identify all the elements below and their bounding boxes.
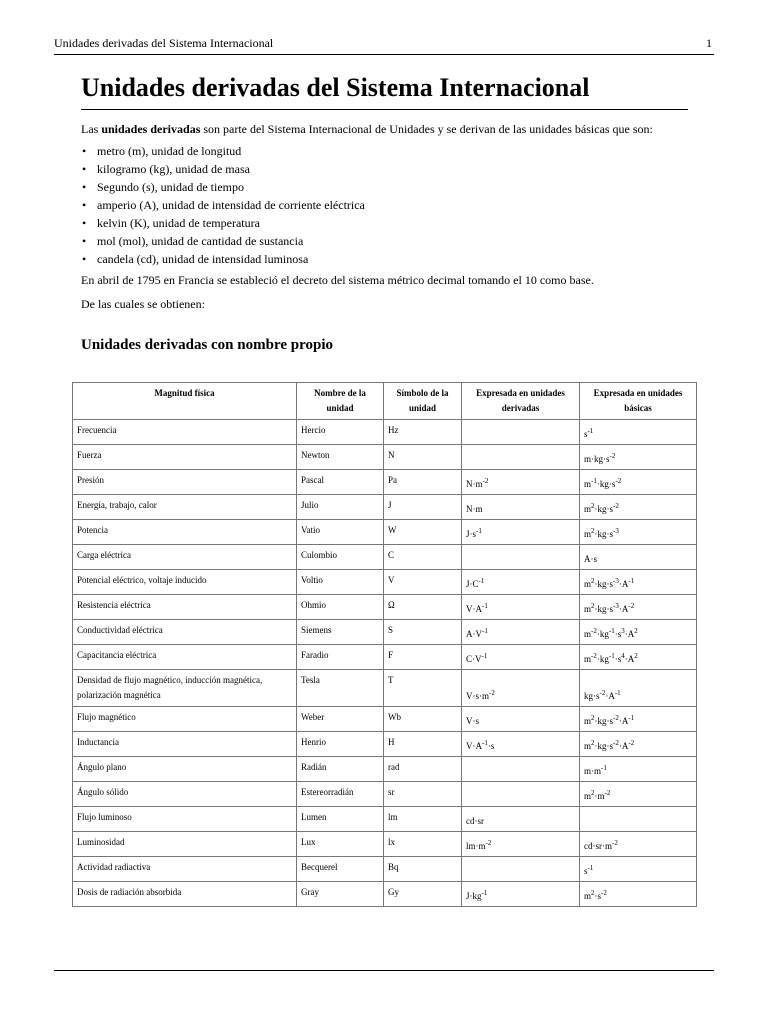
column-header-magnitude: Magnitud física: [73, 383, 297, 420]
exponent: -2: [591, 652, 597, 660]
derived-expression-cell: [462, 857, 580, 882]
exponent: -1: [482, 739, 488, 747]
table-row: [73, 857, 697, 882]
magnitude-cell: Flujo luminoso: [73, 807, 297, 832]
exponent: -1: [478, 577, 485, 585]
magnitude-cell: Ángulo sólido: [73, 782, 297, 807]
page-title: Unidades derivadas del Sistema Internacional: [81, 73, 590, 102]
basic-expression-cell: $s^{-1}$: [580, 420, 697, 445]
unit-symbol-cell: lx: [384, 832, 462, 857]
page-number: 1: [706, 36, 712, 50]
exponent: 4: [621, 652, 625, 660]
magnitude-cell: Ángulo plano: [73, 757, 297, 782]
unit-symbol-cell: S: [384, 620, 462, 645]
unit-name-cell: Weber: [297, 707, 384, 732]
derived-expression-cell: N·m: [462, 495, 580, 520]
table-row: [73, 732, 697, 757]
unit-symbol-cell: lm: [384, 807, 462, 832]
running-header: [54, 35, 714, 51]
exponent: -1: [481, 889, 488, 897]
bullet: •: [82, 180, 87, 194]
exponent: -1: [587, 427, 594, 435]
exponent: 2: [591, 602, 595, 610]
base-units-list: [81, 142, 688, 268]
derived-expression-cell: $V\cdot s\cdot m^{-2}$: [462, 670, 580, 707]
footer-divider: [54, 970, 714, 971]
list-item: [81, 214, 688, 232]
table-body: [73, 420, 697, 907]
unit-symbol-cell: Bq: [384, 857, 462, 882]
exponent: -2: [613, 739, 619, 747]
unit-name-cell: Estereorradián: [297, 782, 384, 807]
exponent: -2: [613, 502, 619, 510]
table-row: [73, 882, 697, 907]
decree-paragraph: En abril de 1795 en Francia se estableció el decreto del sistema métrico decimal tomando el 10 como base.: [81, 273, 594, 287]
magnitude-cell: Carga eléctrica: [73, 545, 297, 570]
basic-expression-cell: A·s: [580, 545, 697, 570]
magnitude-cell: Actividad radiactiva: [73, 857, 297, 882]
derived-expression-cell: [462, 757, 580, 782]
table-row: [73, 470, 697, 495]
exponent: 2: [591, 714, 595, 722]
derived-expression-cell: $V\cdot A^{-1}$: [462, 595, 580, 620]
list-item-text: metro (m), unidad de longitud: [97, 144, 242, 158]
derived-expression-cell: $lm\cdot m^{-2}$: [462, 832, 580, 857]
table-row: [73, 670, 697, 707]
table-row: [73, 495, 697, 520]
exponent: 2: [634, 627, 638, 635]
magnitude-cell: Frecuencia: [73, 420, 297, 445]
unit-name-cell: Faradio: [297, 645, 384, 670]
basic-expression-cell: $m^2\cdot kg\cdot s^{-3}\cdot A^{-2}$: [580, 595, 697, 620]
exponent: 2: [591, 889, 595, 897]
magnitude-cell: Inductancia: [73, 732, 297, 757]
table-row: [73, 445, 697, 470]
unit-symbol-cell: Hz: [384, 420, 462, 445]
table-row: [73, 520, 697, 545]
unit-name-cell: Lux: [297, 832, 384, 857]
exponent: -1: [614, 689, 621, 697]
table-header-row: [73, 383, 697, 420]
intro-paragraph: [81, 120, 688, 138]
unit-name-cell: Lumen: [297, 807, 384, 832]
title-divider: [81, 109, 688, 110]
basic-expression-cell: $m\cdot m^{-1}$: [580, 757, 697, 782]
basic-expression-cell: $m^2\cdot kg\cdot s^{-3}$: [580, 520, 697, 545]
unit-symbol-cell: C: [384, 545, 462, 570]
basic-expression-cell: $m\cdot kg\cdot s^{-2}$: [580, 445, 697, 470]
list-item: [81, 250, 688, 268]
exponent: -2: [613, 714, 619, 722]
unit-symbol-cell: Ω: [384, 595, 462, 620]
exponent: -1: [481, 652, 488, 660]
exponent: 2: [591, 577, 595, 585]
list-item: [81, 178, 688, 196]
unit-symbol-cell: N: [384, 445, 462, 470]
unit-name-cell: Julio: [297, 495, 384, 520]
exponent: -2: [628, 602, 635, 610]
exponent: -2: [615, 477, 622, 485]
table-row: [73, 707, 697, 732]
basic-expression-cell: $m^2\cdot kg\cdot s^{-2}$: [580, 495, 697, 520]
article-body: [81, 120, 688, 355]
table-row: [73, 832, 697, 857]
derived-expression-cell: V·s: [462, 707, 580, 732]
exponent: -2: [628, 739, 635, 747]
list-item: [81, 196, 688, 214]
magnitude-cell: Energía, trabajo, calor: [73, 495, 297, 520]
intro-text-after: son parte del Sistema Internacional de Unidades y se derivan de las unidades básicas que son:: [200, 122, 653, 136]
exponent: -1: [608, 652, 615, 660]
derived-expression-cell: $A\cdot V^{-1}$: [462, 620, 580, 645]
exponent: -2: [599, 689, 606, 697]
table-row: [73, 757, 697, 782]
unit-name-cell: Ohmio: [297, 595, 384, 620]
unit-symbol-cell: H: [384, 732, 462, 757]
bullet: •: [82, 144, 87, 158]
magnitude-cell: Conductividad eléctrica: [73, 620, 297, 645]
derived-units-table: [72, 382, 697, 907]
unit-name-cell: Henrio: [297, 732, 384, 757]
magnitude-cell: Luminosidad: [73, 832, 297, 857]
table-row: [73, 807, 697, 832]
basic-expression-cell: $m^2\cdot kg\cdot s^{-2}\cdot A^{-2}$: [580, 732, 697, 757]
bullet: •: [82, 216, 87, 230]
unit-name-cell: Radián: [297, 757, 384, 782]
derived-expression-cell: cd·sr: [462, 807, 580, 832]
exponent: -1: [476, 527, 482, 535]
exponent: -3: [613, 602, 619, 610]
basic-expression-cell: $m^2\cdot s^{-2}$: [580, 882, 697, 907]
derived-expression-cell: [462, 420, 580, 445]
exponent: -1: [628, 714, 635, 722]
basic-expression-cell: $kg\cdot s^{-2}\cdot A^{-1}$: [580, 670, 697, 707]
basic-expression-cell: $s^{-1}$: [580, 857, 697, 882]
list-item-text: candela (cd), unidad de intensidad luminosa: [97, 252, 309, 266]
exponent: -2: [612, 839, 618, 847]
magnitude-cell: Fuerza: [73, 445, 297, 470]
exponent: -1: [482, 627, 488, 635]
from-these-paragraph: De las cuales se obtienen:: [81, 297, 205, 311]
basic-expression-cell: $m^2\cdot kg\cdot s^{-3}\cdot A^{-1}$: [580, 570, 697, 595]
intro-text-before: Las: [81, 122, 102, 136]
list-item-text: Segundo (s), unidad de tiempo: [97, 180, 244, 194]
exponent: -1: [587, 864, 594, 872]
exponent: 2: [591, 739, 595, 747]
list-item: [81, 142, 688, 160]
unit-symbol-cell: sr: [384, 782, 462, 807]
bullet: •: [82, 162, 87, 176]
magnitude-cell: Flujo magnético: [73, 707, 297, 732]
table-row: [73, 782, 697, 807]
exponent: -2: [609, 452, 616, 460]
list-item: [81, 160, 688, 178]
exponent: -2: [489, 689, 495, 697]
table-row: [73, 620, 697, 645]
list-item-text: kelvin (K), unidad de temperatura: [97, 216, 260, 230]
running-header-title: Unidades derivadas del Sistema Internacional: [54, 36, 274, 50]
unit-name-cell: Vatio: [297, 520, 384, 545]
unit-symbol-cell: Gy: [384, 882, 462, 907]
basic-expression-cell: $m^{-2}\cdot kg^{-1}\cdot s^3\cdot A^2$: [580, 620, 697, 645]
table-row: [73, 595, 697, 620]
exponent: -2: [485, 839, 492, 847]
magnitude-cell: Capacitancia eléctrica: [73, 645, 297, 670]
magnitude-cell: Densidad de flujo magnético, inducción magnética, polarización magnética: [73, 670, 297, 707]
table-row: [73, 570, 697, 595]
exponent: -1: [608, 627, 615, 635]
bullet: •: [82, 198, 87, 212]
derived-expression-cell: [462, 782, 580, 807]
unit-symbol-cell: T: [384, 670, 462, 707]
exponent: -2: [591, 627, 597, 635]
exponent: -2: [604, 789, 611, 797]
header-divider: [54, 54, 714, 55]
exponent: -2: [482, 477, 489, 485]
derived-expression-cell: $V\cdot A^{-1}\cdot s$: [462, 732, 580, 757]
unit-name-cell: Tesla: [297, 670, 384, 707]
section-title: Unidades derivadas con nombre propio: [81, 337, 333, 353]
exponent: -1: [601, 764, 607, 772]
magnitude-cell: Dosis de radiación absorbida: [73, 882, 297, 907]
unit-name-cell: Hercio: [297, 420, 384, 445]
derived-expression-cell: $J\cdot s^{-1}$: [462, 520, 580, 545]
column-header-derived: Expresada en unidades derivadas: [462, 383, 580, 420]
unit-name-cell: Gray: [297, 882, 384, 907]
bullet: •: [82, 252, 87, 266]
exponent: 2: [591, 789, 595, 797]
unit-symbol-cell: rad: [384, 757, 462, 782]
unit-name-cell: Voltio: [297, 570, 384, 595]
exponent: 3: [621, 627, 625, 635]
exponent: -3: [613, 577, 619, 585]
magnitude-cell: Resistencia eléctrica: [73, 595, 297, 620]
derived-expression-cell: $C\cdot V^{-1}$: [462, 645, 580, 670]
exponent: -1: [482, 602, 488, 610]
derived-expression-cell: $J\cdot C^{-1}$: [462, 570, 580, 595]
exponent: 2: [591, 502, 595, 510]
list-item-text: kilogramo (kg), unidad de masa: [97, 162, 250, 176]
unit-symbol-cell: V: [384, 570, 462, 595]
unit-symbol-cell: Wb: [384, 707, 462, 732]
basic-expression-cell: $m^2\cdot m^{-2}$: [580, 782, 697, 807]
table-row: [73, 645, 697, 670]
unit-symbol-cell: F: [384, 645, 462, 670]
exponent: -2: [601, 889, 607, 897]
basic-expression-cell: $cd\cdot sr\cdot m^{-2}$: [580, 832, 697, 857]
exponent: 2: [591, 527, 595, 535]
list-item: [81, 232, 688, 250]
exponent: -1: [591, 477, 597, 485]
unit-symbol-cell: Pa: [384, 470, 462, 495]
bullet: •: [82, 234, 87, 248]
exponent: -1: [628, 577, 635, 585]
list-item-text: mol (mol), unidad de cantidad de sustancia: [97, 234, 304, 248]
unit-name-cell: Culombio: [297, 545, 384, 570]
derived-expression-cell: [462, 445, 580, 470]
basic-expression-cell: $m^{-1}\cdot kg\cdot s^{-2}$: [580, 470, 697, 495]
unit-name-cell: Newton: [297, 445, 384, 470]
derived-expression-cell: [462, 545, 580, 570]
intro-bold-term: unidades derivadas: [101, 122, 201, 136]
column-header-unit-symbol: Símbolo de la unidad: [384, 383, 462, 420]
derived-expression-cell: $N\cdot m^{-2}$: [462, 470, 580, 495]
table-row: [73, 545, 697, 570]
magnitude-cell: Presión: [73, 470, 297, 495]
basic-expression-cell: $m^2\cdot kg\cdot s^{-2}\cdot A^{-1}$: [580, 707, 697, 732]
column-header-unit-name: Nombre de la unidad: [297, 383, 384, 420]
basic-expression-cell: $m^{-2}\cdot kg^{-1}\cdot s^4\cdot A^2$: [580, 645, 697, 670]
magnitude-cell: Potencia: [73, 520, 297, 545]
unit-symbol-cell: W: [384, 520, 462, 545]
exponent: 2: [634, 652, 638, 660]
unit-name-cell: Siemens: [297, 620, 384, 645]
magnitude-cell: Potencial eléctrico, voltaje inducido: [73, 570, 297, 595]
derived-expression-cell: $J\cdot kg^{-1}$: [462, 882, 580, 907]
basic-expression-cell: [580, 807, 697, 832]
table-row: [73, 420, 697, 445]
unit-name-cell: Becquerel: [297, 857, 384, 882]
unit-name-cell: Pascal: [297, 470, 384, 495]
list-item-text: amperio (A), unidad de intensidad de corriente eléctrica: [97, 198, 365, 212]
exponent: -3: [613, 527, 619, 535]
unit-symbol-cell: J: [384, 495, 462, 520]
column-header-basic: Expresada en unidades básicas: [580, 383, 697, 420]
